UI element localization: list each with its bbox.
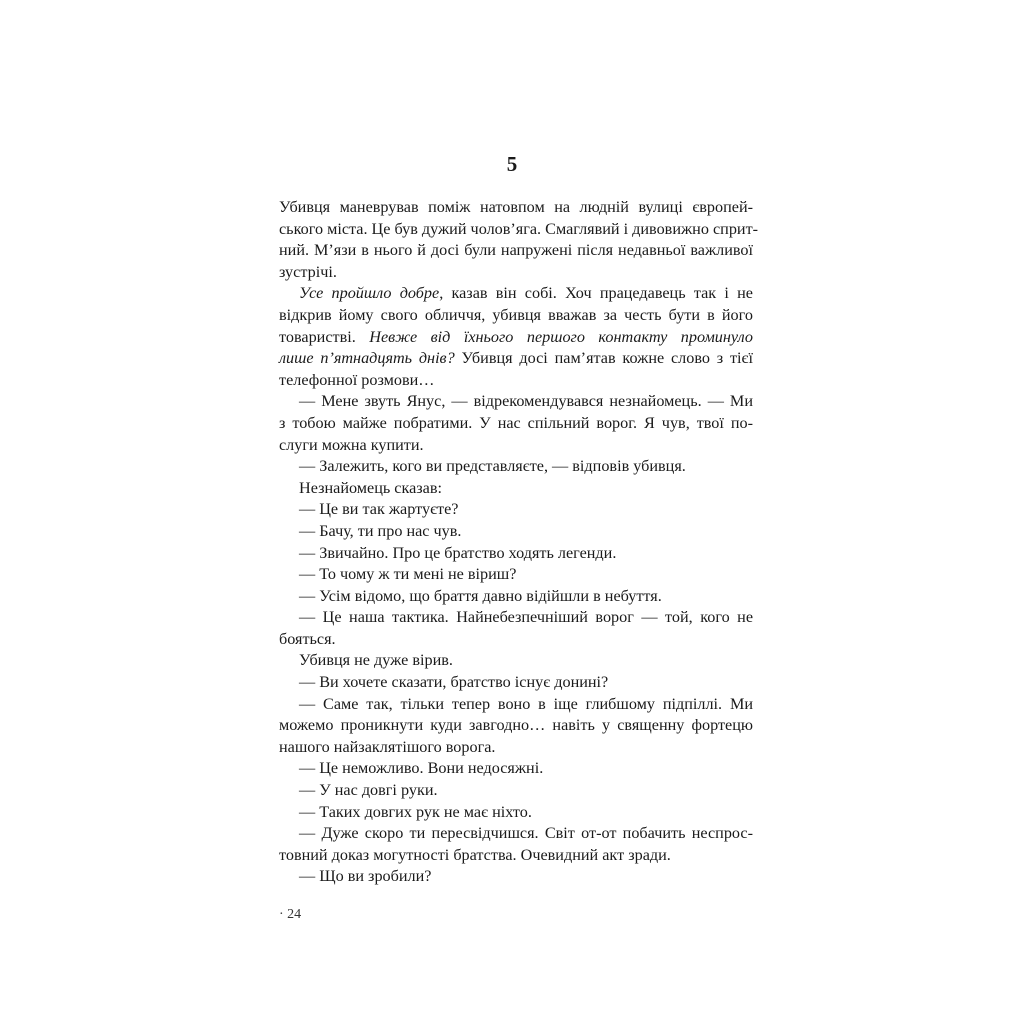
text-line: з тобою майже побратими. У нас спільний ворог. Я чув, твої по- bbox=[279, 413, 753, 432]
text-line: відкрив йому свого обличчя, убивця вважав за честь бути в його bbox=[279, 305, 753, 324]
text-line: нашого найзаклятішого ворога. bbox=[279, 737, 496, 756]
italic-phrase: Усе пройшло добре bbox=[299, 284, 440, 303]
text-line: лише п’ятнадцять днів? Убивця досі пам’ятав кожне слово з тієї bbox=[279, 349, 753, 368]
text-line: — Ви хочете сказати, братство існує донині? bbox=[299, 673, 609, 692]
text-line: — Це неможливо. Вони недосяжні. bbox=[299, 759, 544, 778]
text-line: зустрічі. bbox=[279, 262, 337, 281]
text-line: ського міста. Це був дужий чолов’яга. Смаглявий і дивовижно сприт- bbox=[279, 219, 759, 238]
text-line: слуги можна купити. bbox=[279, 435, 424, 454]
text-line: — Саме так, тільки тепер воно в іще глибшому підпіллі. Ми bbox=[299, 694, 753, 713]
text-line: — Це ви так жартуєте? bbox=[299, 500, 459, 519]
italic-phrase: Невже від їхнього першого контакту проминуло bbox=[369, 327, 753, 346]
text-line: — Звичайно. Про це братство ходять легенди. bbox=[299, 543, 617, 562]
italic-phrase: лише п’ятнадцять днів? bbox=[279, 349, 455, 368]
text-line: Усе пройшло добре, казав він собі. Хоч працедавець так і не bbox=[299, 284, 753, 303]
page-number: · 24 bbox=[279, 907, 302, 922]
text-line: телефонної розмови… bbox=[279, 370, 435, 389]
text-line: Незнайомець сказав: bbox=[299, 478, 442, 497]
text-line: — Усім відомо, що браття давно відійшли в небуття. bbox=[299, 586, 662, 605]
text-line: можемо проникнути куди завгодно… навіть у священну фортецю bbox=[279, 716, 753, 735]
text-line: бояться. bbox=[279, 629, 336, 648]
text-line: — То чому ж ти мені не віриш? bbox=[299, 565, 517, 584]
body-text bbox=[279, 197, 759, 888]
text-line: Убивця не дуже вірив. bbox=[299, 651, 453, 670]
chapter-number: 5 bbox=[506, 152, 518, 176]
text-line: — Це наша тактика. Найнебезпечніший ворог — той, кого не bbox=[299, 608, 753, 627]
text-line: — Мене звуть Янус, — відрекомендувався незнайомець. — Ми bbox=[299, 392, 753, 411]
text-line: — Залежить, кого ви представляєте, — відповів убивця. bbox=[299, 457, 686, 476]
text-line: — У нас довгі руки. bbox=[299, 781, 438, 800]
text-line: Убивця маневрував поміж натовпом на людній вулиці європей- bbox=[279, 198, 753, 216]
text-line: — Бачу, ти про нас чув. bbox=[299, 521, 462, 540]
text-line: товаристві. Невже від їхнього першого контакту проминуло bbox=[279, 327, 753, 346]
text-line: — Що ви зробили? bbox=[299, 867, 432, 886]
text-line: товний доказ могутності братства. Очевидний акт зради. bbox=[279, 845, 671, 864]
text-line: — Таких довгих рук не має ніхто. bbox=[299, 802, 532, 821]
text-line: — Дуже скоро ти пересвідчишся. Світ от-от побачить неспрос- bbox=[299, 824, 753, 843]
text-line: ний. М’язи в нього й досі були напружені після недавньої важливої bbox=[279, 241, 753, 260]
